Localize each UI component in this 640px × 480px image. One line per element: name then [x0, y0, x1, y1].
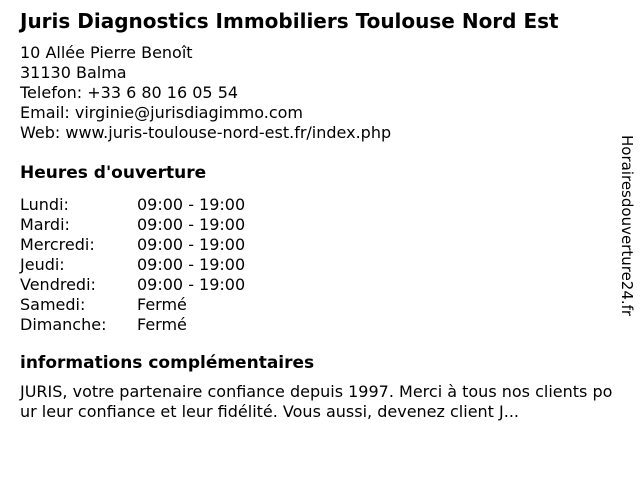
web-value: www.juris-toulouse-nord-est.fr/index.php: [65, 123, 392, 142]
web-label: Web:: [20, 123, 61, 142]
hours-value: 09:00 - 19:00: [137, 215, 246, 234]
day-label: Dimanche:: [20, 315, 107, 334]
contact-info: [20, 43, 391, 143]
page-title: Juris Diagnostics Immobiliers Toulouse Nord Est: [20, 9, 559, 33]
day-label: Vendredi:: [20, 275, 96, 294]
opening-hours-row-monday: [20, 195, 245, 215]
phone-label: Telefon:: [20, 83, 83, 102]
opening-hours-heading: Heures d'ouverture: [20, 163, 207, 183]
opening-hours-row-tuesday: [20, 215, 245, 235]
hours-value: 09:00 - 19:00: [137, 235, 246, 254]
day-label: Mercredi:: [20, 235, 95, 254]
hours-value: Fermé: [137, 315, 187, 334]
opening-hours-table: [20, 195, 245, 335]
day-label: Samedi:: [20, 295, 86, 314]
watermark-vertical-text: Horairesdouverture24.fr: [618, 135, 636, 317]
opening-hours-row-friday: [20, 275, 245, 295]
email-line: [20, 103, 391, 123]
opening-hours-row-sunday: [20, 315, 245, 335]
day-label: Mardi:: [20, 215, 70, 234]
web-line: [20, 123, 391, 143]
additional-info-text: JURIS, votre partenaire confiance depuis 1997. Merci à tous nos clients pour leur confiance et leur fidélité. Vous aussi, devenez client J...: [20, 382, 613, 421]
hours-value: Fermé: [137, 295, 187, 314]
email-value: virginie@jurisdiagimmo.com: [74, 103, 304, 122]
phone-line: [20, 83, 391, 103]
hours-value: 09:00 - 19:00: [137, 275, 246, 294]
hours-value: 09:00 - 19:00: [137, 195, 246, 214]
hours-value: 09:00 - 19:00: [137, 255, 246, 274]
address-line-1: 10 Allée Pierre Benoît: [20, 43, 193, 62]
opening-hours-row-saturday: [20, 295, 245, 315]
day-label: Lundi:: [20, 195, 69, 214]
day-label: Jeudi:: [20, 255, 65, 274]
opening-hours-row-thursday: [20, 255, 245, 275]
phone-value: +33 6 80 16 05 54: [87, 83, 239, 102]
email-label: Email:: [20, 103, 70, 122]
opening-hours-row-wednesday: [20, 235, 245, 255]
additional-info-heading: informations complémentaires: [20, 353, 315, 373]
address-line-2: 31130 Balma: [20, 63, 127, 82]
